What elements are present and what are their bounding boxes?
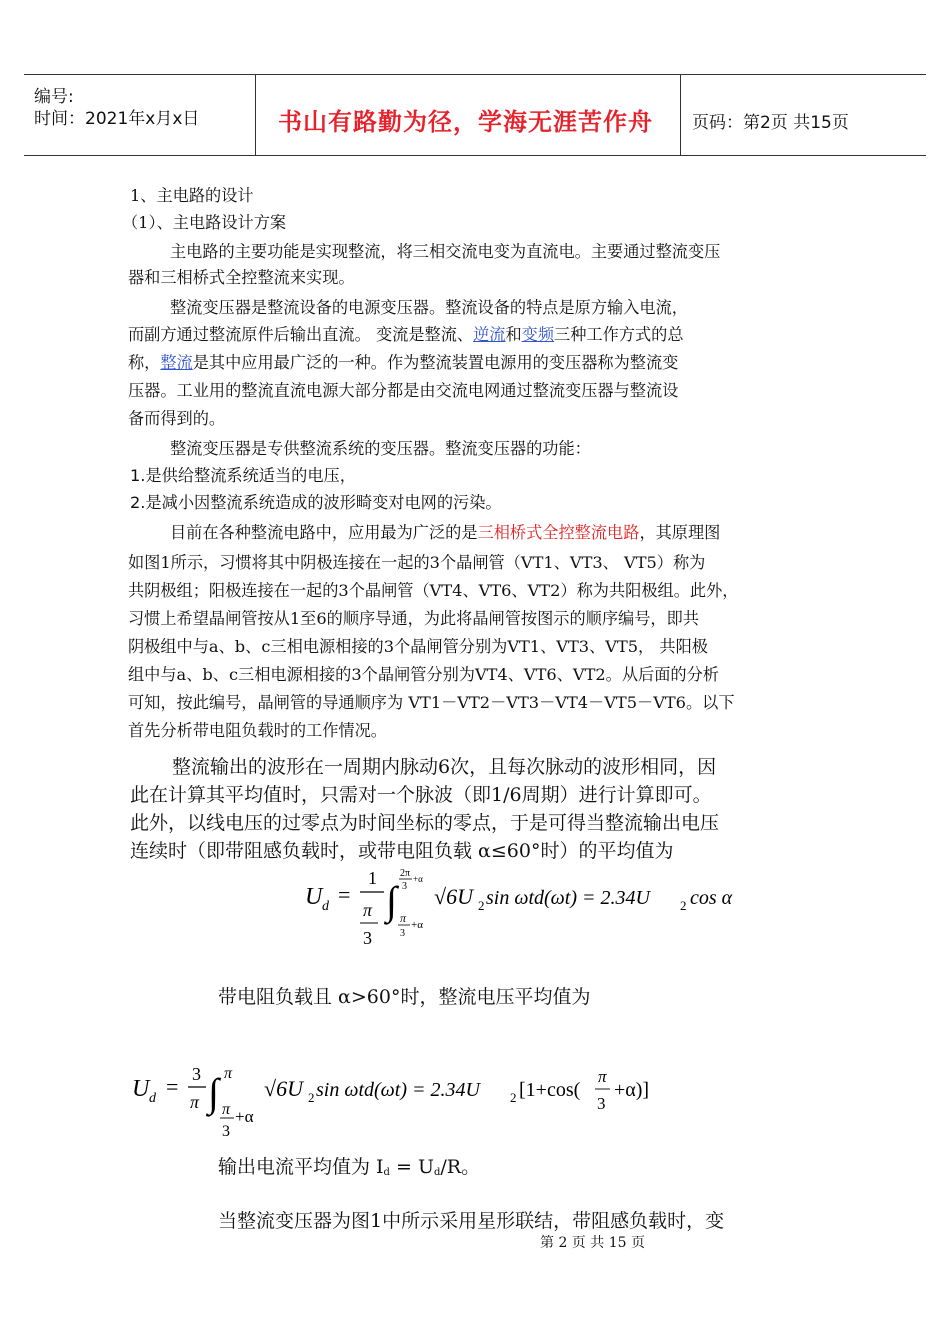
formula-integrand-tail: sin ωtd(ωt) = 2.34U bbox=[316, 1079, 480, 1101]
paragraph-line bbox=[128, 325, 684, 345]
subsection-title: （1）、主电路设计方案 bbox=[122, 213, 287, 232]
formula-subscript: 2 bbox=[680, 898, 687, 913]
list-item: 2.是减小因整流系统造成的波形畸变对电网的污染。 bbox=[130, 493, 502, 512]
paragraph-line: 可知，按此编号，晶闸管的导通顺序为 VT1－VT2－VT3－VT4－VT5－VT6。以下 bbox=[128, 693, 735, 712]
formula-equals: = bbox=[166, 1074, 179, 1099]
highlight-red-text: 三相桥式全控整流电路 bbox=[477, 523, 640, 542]
header-divider-left bbox=[255, 74, 256, 155]
formula-integrand: √6U bbox=[434, 884, 473, 909]
text-run: ，其原理图 bbox=[639, 523, 721, 542]
paragraph-line: 此外，以线电压的过零点为时间坐标的零点，于是可得当整流输出电压 bbox=[130, 812, 720, 834]
formula-subscript: d bbox=[149, 1091, 156, 1106]
header-top-rule bbox=[24, 74, 926, 75]
paragraph-line: 器和三相桥式全控整流来实现。 bbox=[128, 268, 355, 287]
formula-result-a: [1+cos( bbox=[519, 1079, 581, 1101]
link-frequency-conversion[interactable]: 变频 bbox=[521, 325, 555, 344]
formula-subscript: 2 bbox=[308, 1090, 315, 1105]
paragraph-line bbox=[218, 1152, 480, 1179]
formula-integrand: √6U bbox=[264, 1076, 303, 1101]
paragraph-line: 此在计算其平均值时，只需对一个脉波（即1/6周期）进行计算即可。 bbox=[130, 784, 712, 806]
header-divider-right bbox=[680, 74, 681, 155]
formula-result-frac-num: π bbox=[598, 1067, 607, 1086]
header-page-info: 页码：第2页 共15页 bbox=[692, 113, 849, 133]
lower-limit-num: π bbox=[400, 911, 407, 925]
paragraph-line: 整流变压器是整流设备的电源变压器。整流设备的特点是原方输入电流， bbox=[170, 298, 688, 317]
link-inverter[interactable]: 逆流 bbox=[473, 325, 506, 344]
section-title: 1、主电路的设计 bbox=[130, 186, 254, 205]
text-run: 是其中应用最广泛的一种。作为整流装置电源用的变压器称为整流变 bbox=[192, 353, 679, 372]
formula-symbol: U bbox=[132, 1076, 150, 1102]
formula-result-b: +α)] bbox=[614, 1079, 650, 1101]
paragraph-line: 整流输出的波形在一周期内脉动6次，且每次脉动的波形相同，因 bbox=[172, 756, 717, 778]
subscript: d bbox=[433, 1167, 441, 1178]
paragraph-line: 带电阻负载且 α>60°时，整流电压平均值为 bbox=[218, 986, 591, 1008]
paragraph-line: 整流变压器是专供整流系统的变压器。整流变压器的功能： bbox=[170, 439, 591, 458]
formula-integrand-tail: sin ωtd(ωt) = 2.34U bbox=[486, 887, 650, 909]
doc-time-label: 时间：2021年x月x日 bbox=[34, 109, 200, 129]
paragraph-line: 共阴极组；阳极连接在一起的3个晶闸管（VT4、VT6、VT2）称为共阳极组。此外， bbox=[128, 581, 739, 600]
subscript: d bbox=[383, 1167, 390, 1178]
text-run: /R。 bbox=[440, 1156, 481, 1178]
lower-limit-den: 3 bbox=[400, 928, 405, 939]
formula-coef-numerator: 1 bbox=[368, 868, 377, 888]
formula-subscript: 2 bbox=[478, 898, 485, 913]
formula-symbol: U bbox=[305, 884, 323, 910]
upper-limit-tail: +α bbox=[413, 874, 423, 884]
paragraph-line: 备而得到的。 bbox=[128, 409, 226, 428]
formula-average-voltage-continuous bbox=[300, 862, 760, 962]
link-rectification[interactable]: 整流 bbox=[160, 353, 193, 372]
formula-result-tail: cos α bbox=[690, 887, 733, 909]
header-bottom-rule bbox=[24, 155, 926, 156]
paragraph-line: 当整流变压器为图1中所示采用星形联结，带阻感负载时，变 bbox=[218, 1210, 725, 1232]
integral-sign: ∫ bbox=[208, 1070, 219, 1115]
lower-limit-den: 3 bbox=[222, 1123, 230, 1140]
lower-limit-num: π bbox=[222, 1101, 231, 1118]
integral-sign: ∫ bbox=[386, 878, 397, 923]
lower-limit-tail: +α bbox=[235, 1107, 254, 1126]
paragraph-line: 连续时（即带阻感负载时，或带电阻负载 α≤60°时）的平均值为 bbox=[130, 840, 674, 862]
text-run: 而副方通过整流原件后输出直流。 变流是整流、 bbox=[128, 325, 474, 344]
text-run: = U bbox=[389, 1156, 434, 1178]
doc-number-label: 编号: bbox=[34, 87, 74, 107]
lower-limit-tail: +α bbox=[411, 919, 423, 931]
formula-coef-three: 3 bbox=[363, 928, 372, 948]
paragraph-line: 首先分析带电阻负载时的工作情况。 bbox=[128, 721, 387, 740]
upper-limit-num: 2π bbox=[400, 868, 411, 879]
upper-limit: π bbox=[224, 1065, 233, 1082]
formula-coef-pi: π bbox=[363, 900, 373, 920]
upper-limit-den: 3 bbox=[402, 881, 407, 892]
formula-average-voltage-discontinuous bbox=[128, 1060, 688, 1142]
formula-subscript: d bbox=[322, 899, 329, 914]
page-footer: 第 2 页 共 15 页 bbox=[540, 1235, 645, 1251]
formula-subscript: 2 bbox=[510, 1090, 517, 1105]
formula-result-frac-den: 3 bbox=[597, 1094, 606, 1113]
text-run: 输出电流平均值为 I bbox=[218, 1156, 384, 1178]
text-run: 目前在各种整流电路中，应用最为广泛的是 bbox=[170, 523, 478, 542]
formula-equals: = bbox=[338, 882, 351, 907]
paragraph-line: 主电路的主要功能是实现整流，将三相交流电变为直流电。主要通过整流变压 bbox=[170, 242, 721, 261]
paragraph-line bbox=[128, 353, 678, 373]
list-item: 1.是供给整流系统适当的电压， bbox=[130, 466, 356, 485]
text-run: 称， bbox=[128, 353, 161, 372]
paragraph-line bbox=[170, 523, 720, 543]
paragraph-line: 组中与a、b、c三相电源相接的3个晶闸管分别为VT4、VT6、VT2。从后面的分析 bbox=[128, 665, 719, 684]
header-motto: 书山有路勤为径，学海无涯苦作舟 bbox=[278, 108, 653, 136]
formula-coef-denominator: π bbox=[190, 1092, 200, 1112]
text-run: 三种工作方式的总 bbox=[554, 325, 684, 344]
paragraph-line: 压器。工业用的整流直流电源大部分都是由交流电网通过整流变压器与整流设 bbox=[128, 381, 679, 400]
paragraph-line: 习惯上希望晶闸管按从1至6的顺序导通，为此将晶闸管按图示的顺序编号，即共 bbox=[128, 609, 699, 628]
paragraph-line: 阴极组中与a、b、c三相电源相接的3个晶闸管分别为VT1、VT3、VT5， 共阳极 bbox=[128, 637, 708, 656]
text-run: 和 bbox=[505, 325, 522, 344]
paragraph-line: 如图1所示，习惯将其中阴极连接在一起的3个晶闸管（VT1、VT3、 VT5）称为 bbox=[128, 553, 706, 572]
formula-coef-numerator: 3 bbox=[192, 1064, 201, 1084]
